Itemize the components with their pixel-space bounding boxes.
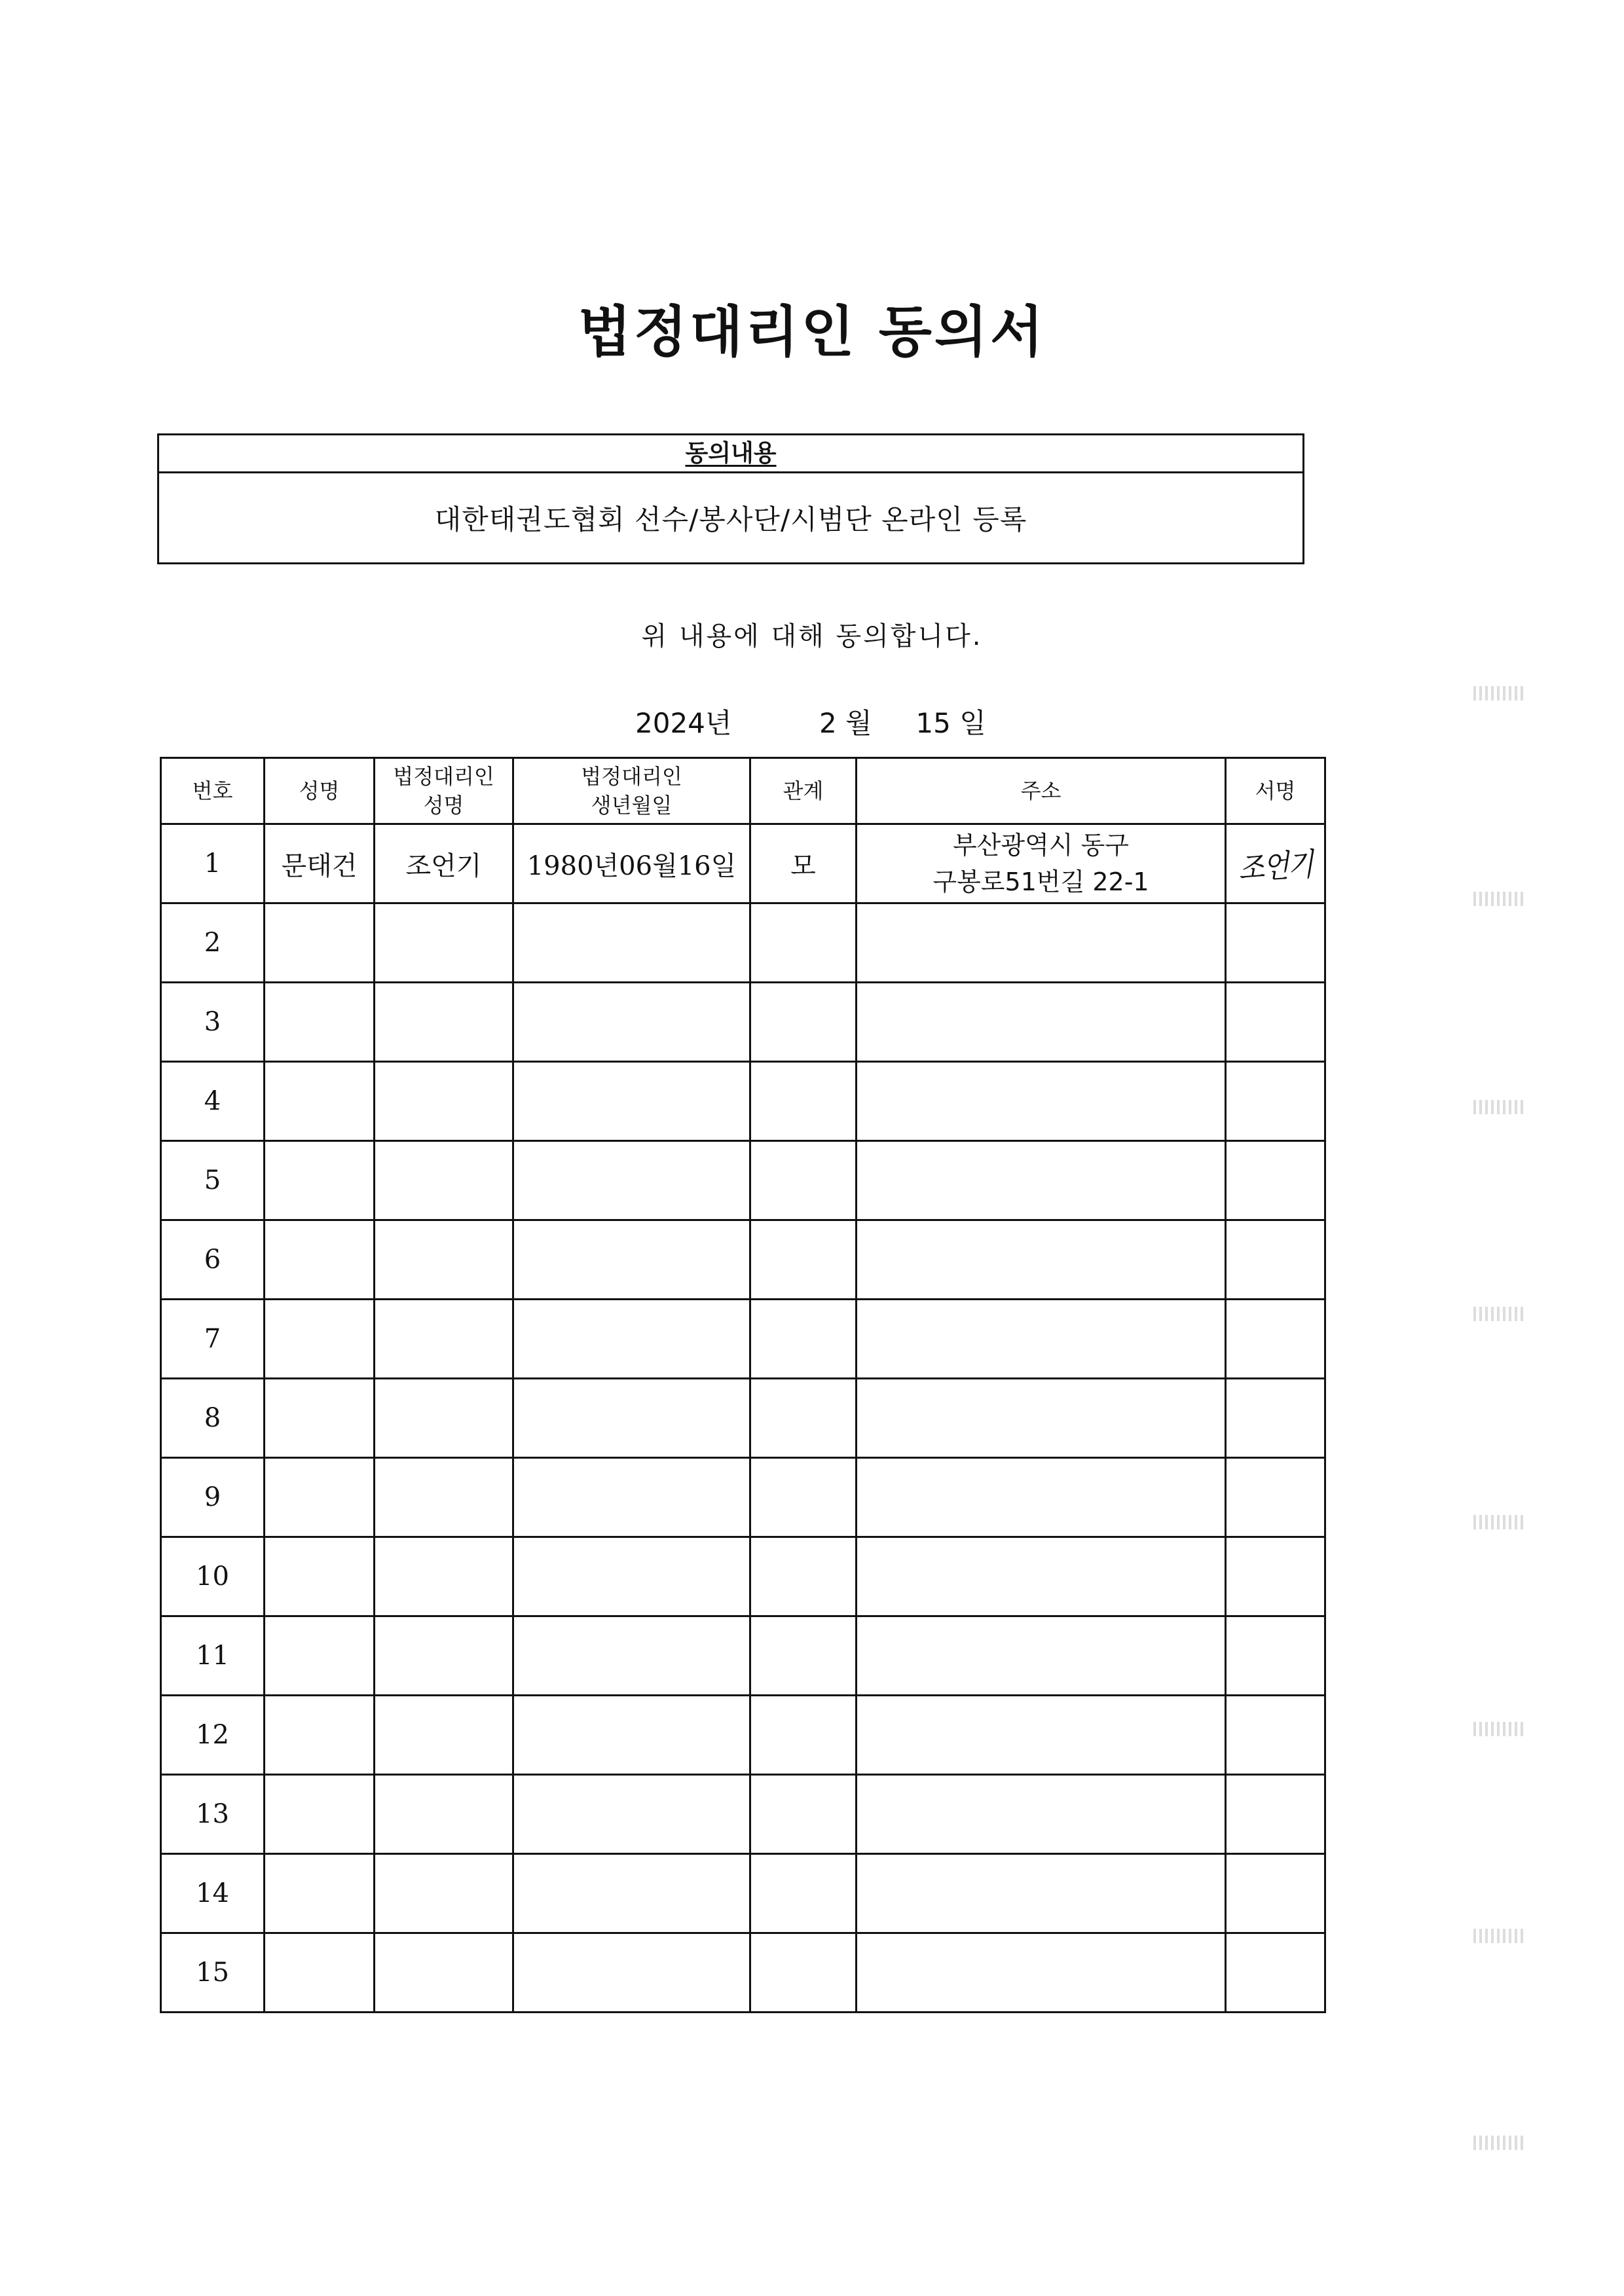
cell-address: [857, 1854, 1226, 1933]
cell-relation: [750, 1854, 857, 1933]
cell-number: 6: [161, 1220, 265, 1300]
cell-guardian-name: [375, 1458, 513, 1537]
cell-number: 4: [161, 1062, 265, 1141]
cell-address: [857, 824, 1226, 903]
cell-name: [265, 1220, 375, 1300]
cell-guardian-name: [375, 1616, 513, 1696]
table-row: [161, 1458, 1325, 1537]
consent-body: 대한태권도협회 선수/봉사단/시범단 온라인 등록: [434, 503, 1027, 536]
registration-table: [160, 757, 1326, 2013]
cell-guardian-name: [375, 1300, 513, 1379]
cell-guardian-name: 조언기: [375, 824, 513, 903]
cell-guardian-birth: [513, 1537, 750, 1616]
table-row: [161, 1696, 1325, 1775]
table-row: [161, 1933, 1325, 2013]
header-guardian-name: [375, 758, 513, 824]
cell-relation: [750, 1775, 857, 1854]
cell-guardian-name: [375, 1062, 513, 1141]
cell-name: [265, 1854, 375, 1933]
cell-address: [857, 1933, 1226, 2013]
cell-name: [265, 1379, 375, 1458]
cell-signature: [1226, 1379, 1325, 1458]
cell-relation: [750, 1933, 857, 2013]
cell-name: [265, 1933, 375, 2013]
cell-guardian-birth: [513, 1062, 750, 1141]
header-guardian-birth-line1: 법정대리인: [581, 764, 682, 789]
cell-address-line1: 부산광역시 동구: [952, 831, 1130, 860]
cell-guardian-birth: [513, 1458, 750, 1537]
cell-guardian-name: [375, 1141, 513, 1220]
cell-signature: [1226, 1300, 1325, 1379]
cell-address: [857, 1062, 1226, 1141]
table-row: [161, 824, 1325, 903]
cell-relation: [750, 983, 857, 1062]
cell-address: [857, 1379, 1226, 1458]
cell-guardian-name: [375, 903, 513, 983]
table-row: [161, 1141, 1325, 1220]
cell-signature: [1226, 1854, 1325, 1933]
cell-address-line2: 구봉로51번길 22-1: [932, 867, 1149, 896]
table-row: [161, 1220, 1325, 1300]
scan-artifact: [1473, 1515, 1526, 1529]
consent-box: [157, 433, 1304, 564]
cell-signature: [1226, 1141, 1325, 1220]
cell-guardian-birth: [513, 1220, 750, 1300]
cell-signature: [1226, 824, 1325, 903]
cell-name: [265, 1300, 375, 1379]
date-line: [635, 702, 986, 741]
cell-number: 3: [161, 983, 265, 1062]
cell-name: [265, 903, 375, 983]
cell-guardian-name: [375, 1775, 513, 1854]
cell-address: [857, 1616, 1226, 1696]
table-row: [161, 1062, 1325, 1141]
scan-artifact: [1473, 1100, 1526, 1114]
cell-signature: [1226, 1616, 1325, 1696]
cell-address: [857, 1775, 1226, 1854]
cell-relation: [750, 1379, 857, 1458]
cell-address: [857, 1300, 1226, 1379]
agree-statement: 위 내용에 대해 동의합니다.: [641, 621, 983, 651]
cell-guardian-birth: [513, 983, 750, 1062]
cell-name: [265, 1696, 375, 1775]
table-row: [161, 983, 1325, 1062]
cell-name: 문태건: [265, 824, 375, 903]
cell-guardian-birth: [513, 1300, 750, 1379]
cell-number: 7: [161, 1300, 265, 1379]
table-row: [161, 1379, 1325, 1458]
cell-address: [857, 1458, 1226, 1537]
cell-guardian-name: [375, 1379, 513, 1458]
cell-address: [857, 983, 1226, 1062]
cell-relation: [750, 1537, 857, 1616]
header-number: 번호: [161, 758, 265, 824]
consent-header: 동의내용: [159, 435, 1302, 473]
cell-name: [265, 1062, 375, 1141]
date-year: 2024년: [635, 707, 732, 739]
cell-signature: [1226, 1458, 1325, 1537]
handwritten-signature: 조언기: [1237, 846, 1314, 887]
cell-relation: [750, 1300, 857, 1379]
cell-guardian-birth: [513, 1141, 750, 1220]
cell-name: [265, 983, 375, 1062]
cell-number: 9: [161, 1458, 265, 1537]
cell-guardian-name: [375, 1854, 513, 1933]
cell-signature: [1226, 1220, 1325, 1300]
cell-address: [857, 1537, 1226, 1616]
table-row: [161, 1300, 1325, 1379]
cell-relation: [750, 1696, 857, 1775]
cell-relation: [750, 1616, 857, 1696]
scan-artifact: [1473, 892, 1526, 906]
cell-number: 12: [161, 1696, 265, 1775]
cell-guardian-birth: [513, 1616, 750, 1696]
cell-guardian-name: [375, 1933, 513, 2013]
date-day: 15 일: [915, 707, 986, 739]
cell-address: [857, 903, 1226, 983]
header-signature: 서명: [1226, 758, 1325, 824]
cell-name: [265, 1616, 375, 1696]
cell-guardian-name: [375, 1537, 513, 1616]
cell-name: [265, 1458, 375, 1537]
cell-number: 13: [161, 1775, 265, 1854]
cell-guardian-name: [375, 983, 513, 1062]
cell-signature: [1226, 1775, 1325, 1854]
cell-relation: [750, 1062, 857, 1141]
cell-number: 15: [161, 1933, 265, 2013]
cell-name: [265, 1141, 375, 1220]
cell-name: [265, 1775, 375, 1854]
cell-guardian-birth: [513, 903, 750, 983]
date-month: 2 월: [819, 707, 872, 739]
cell-relation: [750, 1141, 857, 1220]
table-row: [161, 1854, 1325, 1933]
table-header-row: [161, 758, 1325, 824]
cell-relation: [750, 1458, 857, 1537]
document-title: 법정대리인 동의서: [578, 300, 1046, 364]
cell-address: [857, 1696, 1226, 1775]
cell-number: 8: [161, 1379, 265, 1458]
table-row: [161, 1537, 1325, 1616]
cell-guardian-birth: [513, 1696, 750, 1775]
cell-signature: [1226, 1696, 1325, 1775]
scan-artifact: [1473, 1307, 1526, 1321]
cell-relation: 모: [750, 824, 857, 903]
cell-number: 5: [161, 1141, 265, 1220]
cell-guardian-birth: [513, 1933, 750, 2013]
header-guardian-birth-line2: 생년월일: [591, 793, 673, 818]
cell-signature: [1226, 1933, 1325, 2013]
header-address: 주소: [857, 758, 1226, 824]
scan-artifact: [1473, 686, 1526, 701]
table-row: [161, 903, 1325, 983]
cell-relation: [750, 903, 857, 983]
cell-signature: [1226, 983, 1325, 1062]
scan-artifact: [1473, 1722, 1526, 1736]
cell-guardian-name: [375, 1220, 513, 1300]
cell-address: [857, 1220, 1226, 1300]
header-guardian-name-line1: 법정대리인: [393, 764, 494, 789]
cell-guardian-name: [375, 1696, 513, 1775]
header-guardian-name-line2: 성명: [423, 793, 464, 818]
scan-artifact: [1473, 1929, 1526, 1943]
cell-signature: [1226, 1537, 1325, 1616]
header-guardian-birth: [513, 758, 750, 824]
cell-number: 14: [161, 1854, 265, 1933]
cell-address: [857, 1141, 1226, 1220]
cell-signature: [1226, 903, 1325, 983]
header-name: 성명: [265, 758, 375, 824]
cell-guardian-birth: [513, 1854, 750, 1933]
header-relation: 관계: [750, 758, 857, 824]
table-row: [161, 1775, 1325, 1854]
scan-artifact: [1473, 2136, 1526, 2150]
cell-relation: [750, 1220, 857, 1300]
cell-guardian-birth: 1980년06월16일: [513, 824, 750, 903]
cell-number: 10: [161, 1537, 265, 1616]
table-row: [161, 1616, 1325, 1696]
cell-name: [265, 1537, 375, 1616]
cell-number: 1: [161, 824, 265, 903]
cell-signature: [1226, 1062, 1325, 1141]
cell-guardian-birth: [513, 1379, 750, 1458]
cell-number: 2: [161, 903, 265, 983]
cell-guardian-birth: [513, 1775, 750, 1854]
cell-number: 11: [161, 1616, 265, 1696]
